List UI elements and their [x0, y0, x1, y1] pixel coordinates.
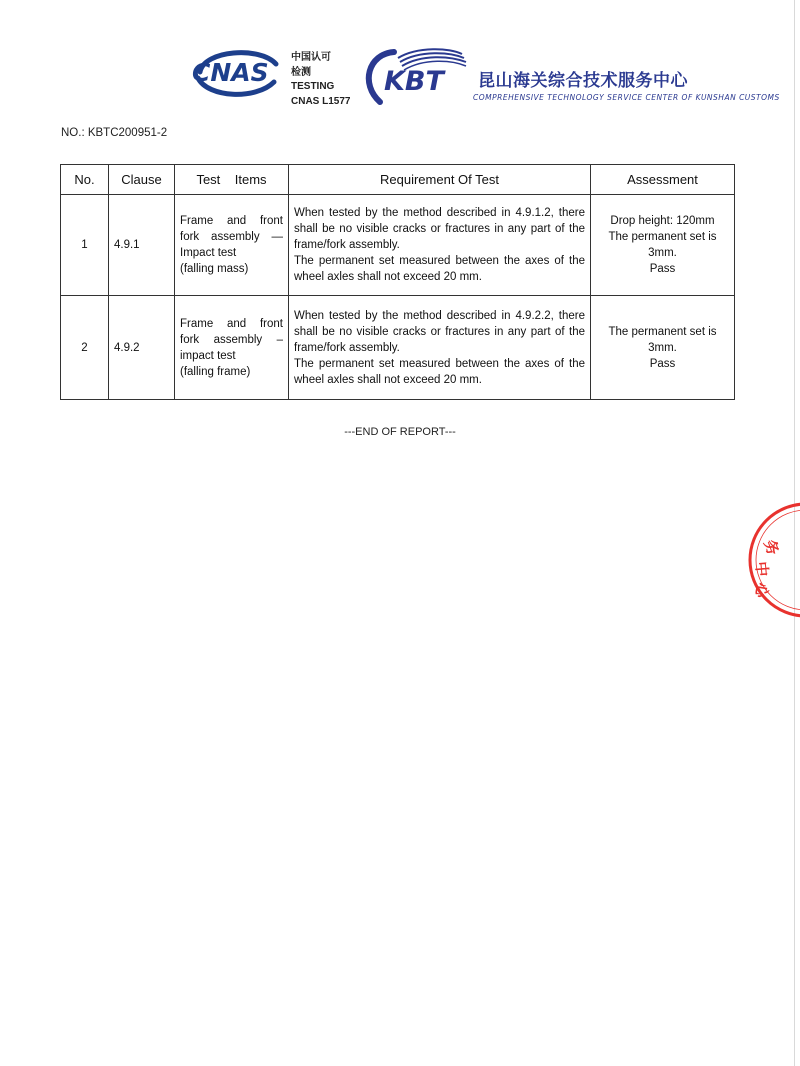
requirement-line: When tested by the method described in 4.9.2.2, there shall be no visible cracks or fractures in any part of the frame/fork assembly.: [294, 309, 585, 354]
row-number: 1: [61, 195, 109, 296]
report-header: [0, 0, 800, 120]
assessment-result: Pass: [649, 263, 676, 275]
cnas-code-label: CNAS L1577: [291, 95, 351, 107]
header-clause: Clause: [109, 165, 175, 195]
svg-text:务: 务: [760, 537, 783, 558]
test-item-line: (falling frame): [180, 365, 251, 378]
center-name-en: COMPREHENSIVE TECHNOLOGY SERVICE CENTER OF KUNSHAN CUSTOMS: [473, 93, 780, 102]
table-row: [61, 195, 735, 296]
header-no: No.: [61, 165, 109, 195]
row-clause: 4.9.2: [109, 296, 175, 400]
cnas-cn-label: 中国认可: [291, 52, 331, 63]
requirement-line: The permanent set measured between the axes of the wheel axles shall not exceed 20 mm.: [294, 255, 585, 283]
row-assessment: [591, 296, 735, 400]
assessment-line: Drop height: 120mm: [610, 215, 715, 227]
center-name-cn: 昆山海关综合技术服务中心: [478, 71, 688, 91]
header-assessment: Assessment: [591, 165, 735, 195]
cnas-cn-label-2: 检测: [291, 66, 311, 78]
cnas-accreditation-block: [291, 51, 350, 109]
svg-text:心: 心: [751, 581, 772, 600]
test-item-line: Frame and front fork assembly — Impact test: [180, 215, 283, 259]
row-requirement: [289, 195, 591, 296]
requirement-line: The permanent set measured between the axes of the wheel axles shall not exceed 20 mm.: [294, 357, 585, 386]
kbt-logo-text: KBT: [384, 66, 444, 97]
table-header-row: [61, 165, 735, 195]
row-assessment: [591, 195, 735, 296]
row-clause: 4.9.1: [109, 195, 175, 296]
table-row: [61, 296, 735, 400]
test-item-line: Frame and front fork assembly – impact test: [180, 317, 283, 362]
svg-text:中: 中: [752, 560, 772, 578]
official-seal-icon: [744, 500, 800, 620]
end-of-report: ---END OF REPORT---: [344, 426, 456, 438]
header-requirement: Requirement Of Test: [289, 165, 591, 195]
kbt-logo-icon: [358, 44, 470, 108]
assessment-line: The permanent set is 3mm.: [608, 231, 717, 259]
cnas-logo-icon: [190, 44, 282, 100]
header-test-items: Test Items: [175, 165, 289, 195]
row-test-item: [175, 195, 289, 296]
requirement-line: When tested by the method described in 4.9.1.2, there shall be no visible cracks or fractures in any part of the frame/fork assembly.: [294, 207, 585, 251]
cnas-logo-text: CNAS: [192, 58, 269, 87]
results-table: [60, 164, 735, 400]
assessment-result: Pass: [649, 357, 676, 370]
cnas-testing-label: TESTING: [291, 81, 335, 92]
assessment-line: The permanent set is 3mm.: [608, 325, 717, 354]
row-number: 2: [61, 296, 109, 400]
report-number: NO.: KBTC200951-2: [61, 127, 168, 139]
test-item-line: (falling mass): [180, 263, 249, 275]
row-requirement: [289, 296, 591, 400]
row-test-item: [175, 296, 289, 400]
